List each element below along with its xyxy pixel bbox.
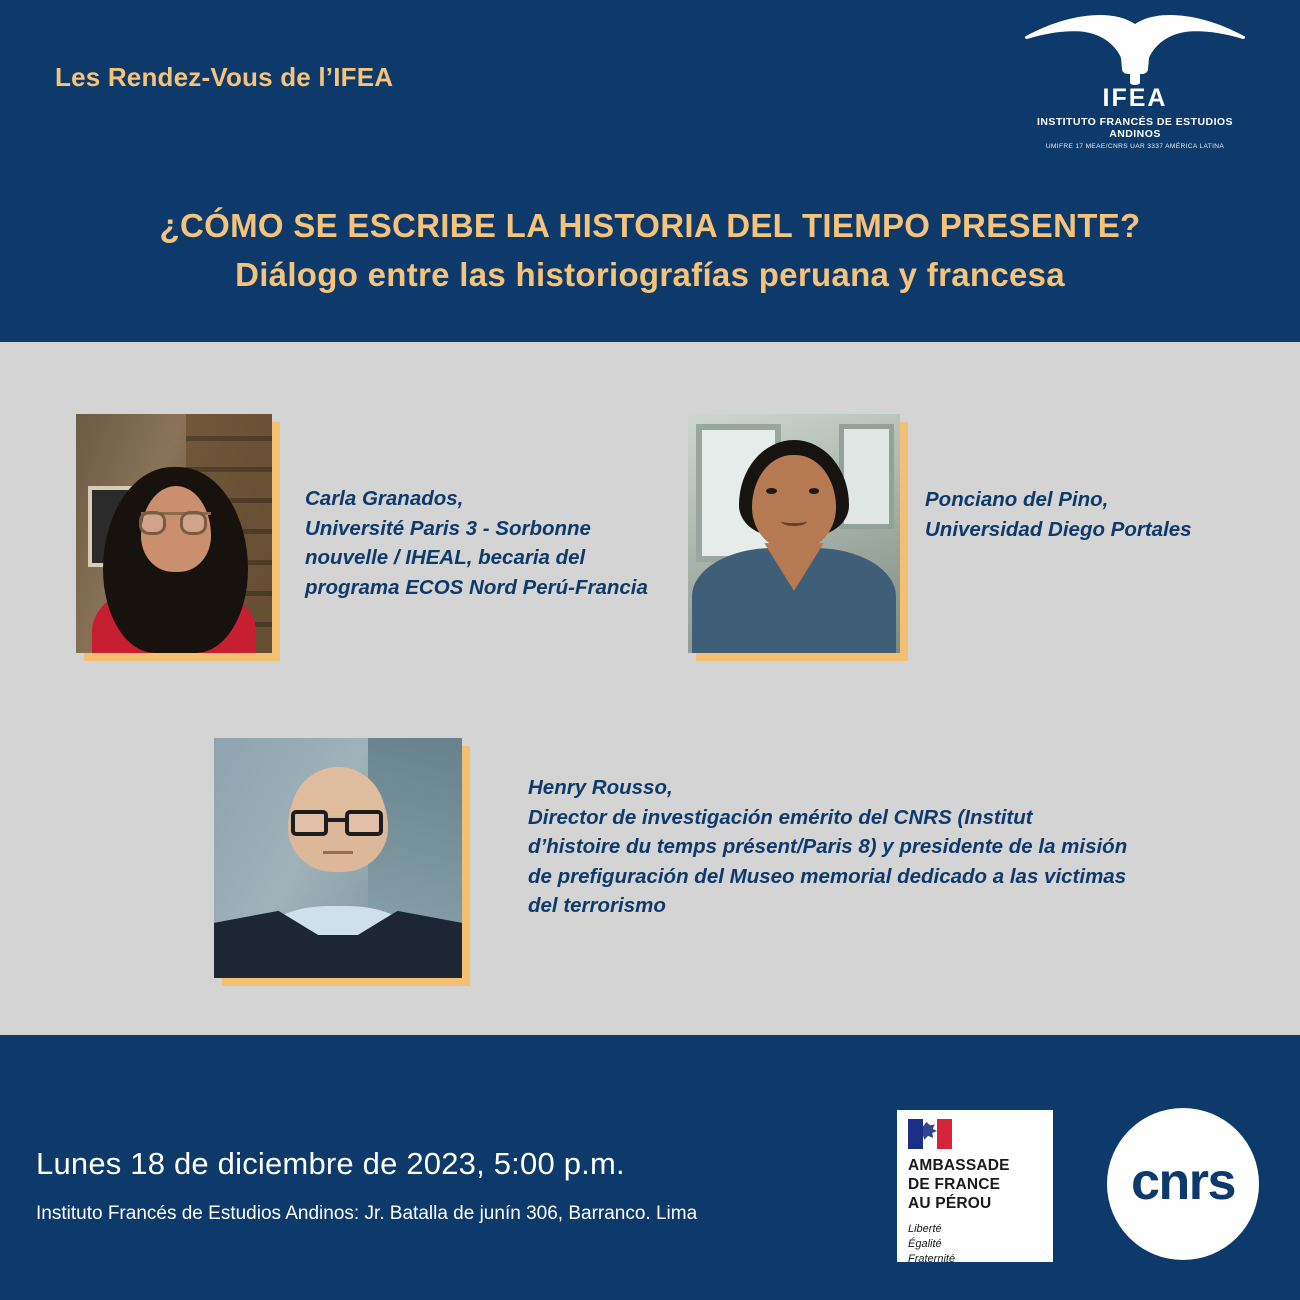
portrait-carla-granados: [76, 414, 272, 653]
speakers-section: [0, 342, 1300, 1035]
event-venue: Instituto Francés de Estudios Andinos: Jr. Batalla de junín 306, Barranco. Lima: [36, 1203, 698, 1224]
page-title: [0, 205, 1300, 297]
speaker-info-3: [528, 773, 1128, 921]
ambassade-line-2: DE FRANCE: [908, 1175, 1001, 1193]
footer-band: [0, 1035, 1300, 1300]
speaker-info-2: [925, 485, 1275, 544]
french-flag-marianne-icon: [908, 1119, 952, 1149]
cnrs-circle-logo: [1107, 1108, 1259, 1260]
ifea-logo-subtitle: INSTITUTO FRANCÉS DE ESTUDIOS ANDINOS: [1036, 116, 1234, 140]
ifea-logo-name: IFEA: [1102, 84, 1168, 112]
speaker-name-3: Henry Rousso,: [528, 776, 673, 799]
motto-egalite: Égalité: [908, 1237, 942, 1250]
ifea-logo: [1015, 8, 1255, 150]
ambassade-line-3: AU PÉROU: [908, 1194, 992, 1212]
speaker-affiliation-3: Director de investigación emérito del CNRS (Institut d’histoire du temps présent/Paris 8) y presidente de la misión de prefiguración del Museo memorial dedicado a las victimas del terrorismo: [528, 805, 1128, 918]
cnrs-logo-label: cnrs: [1131, 1153, 1235, 1211]
ambassade-logo-text: [908, 1157, 1042, 1214]
speaker-photo-frame: [222, 746, 470, 986]
ambassade-de-france-logo: [897, 1110, 1053, 1266]
speaker-name-1: Carla Granados,: [305, 487, 464, 510]
header-band: [0, 0, 1300, 342]
motto-liberte: Liberté: [908, 1222, 942, 1235]
condor-bird-icon: [1022, 8, 1248, 86]
speaker-affiliation-2: Universidad Diego Portales: [925, 517, 1192, 541]
speaker-name-2: Ponciano del Pino,: [925, 488, 1109, 511]
ambassade-line-1: AMBASSADE: [908, 1157, 1010, 1174]
speaker-info-1: [305, 484, 665, 602]
speaker-photo-frame: [84, 422, 280, 661]
event-date: Lunes 18 de diciembre de 2023, 5:00 p.m.: [36, 1146, 625, 1181]
series-label: Les Rendez-Vous de l’IFEA: [55, 62, 394, 92]
speaker-affiliation-1: Université Paris 3 - Sorbonne nouvelle / IHEAL, becaria del programa ECOS Nord Perú-Francia: [305, 516, 648, 599]
ifea-logo-fineprint: UMIFRE 17 MEAE/CNRS UAR 3337 AMÉRICA LATINA: [1045, 143, 1225, 150]
title-line-1: ¿CÓMO SE ESCRIBE LA HISTORIA DEL TIEMPO PRESENTE?: [159, 207, 1141, 244]
speaker-photo-frame: [696, 422, 908, 661]
ambassade-motto: [908, 1222, 1042, 1268]
motto-fraternite: Fraternité: [908, 1253, 956, 1266]
portrait-ponciano-del-pino: [688, 414, 900, 653]
title-line-2: Diálogo entre las historiografías peruana y francesa: [235, 256, 1065, 294]
portrait-henry-rousso: [214, 738, 462, 978]
